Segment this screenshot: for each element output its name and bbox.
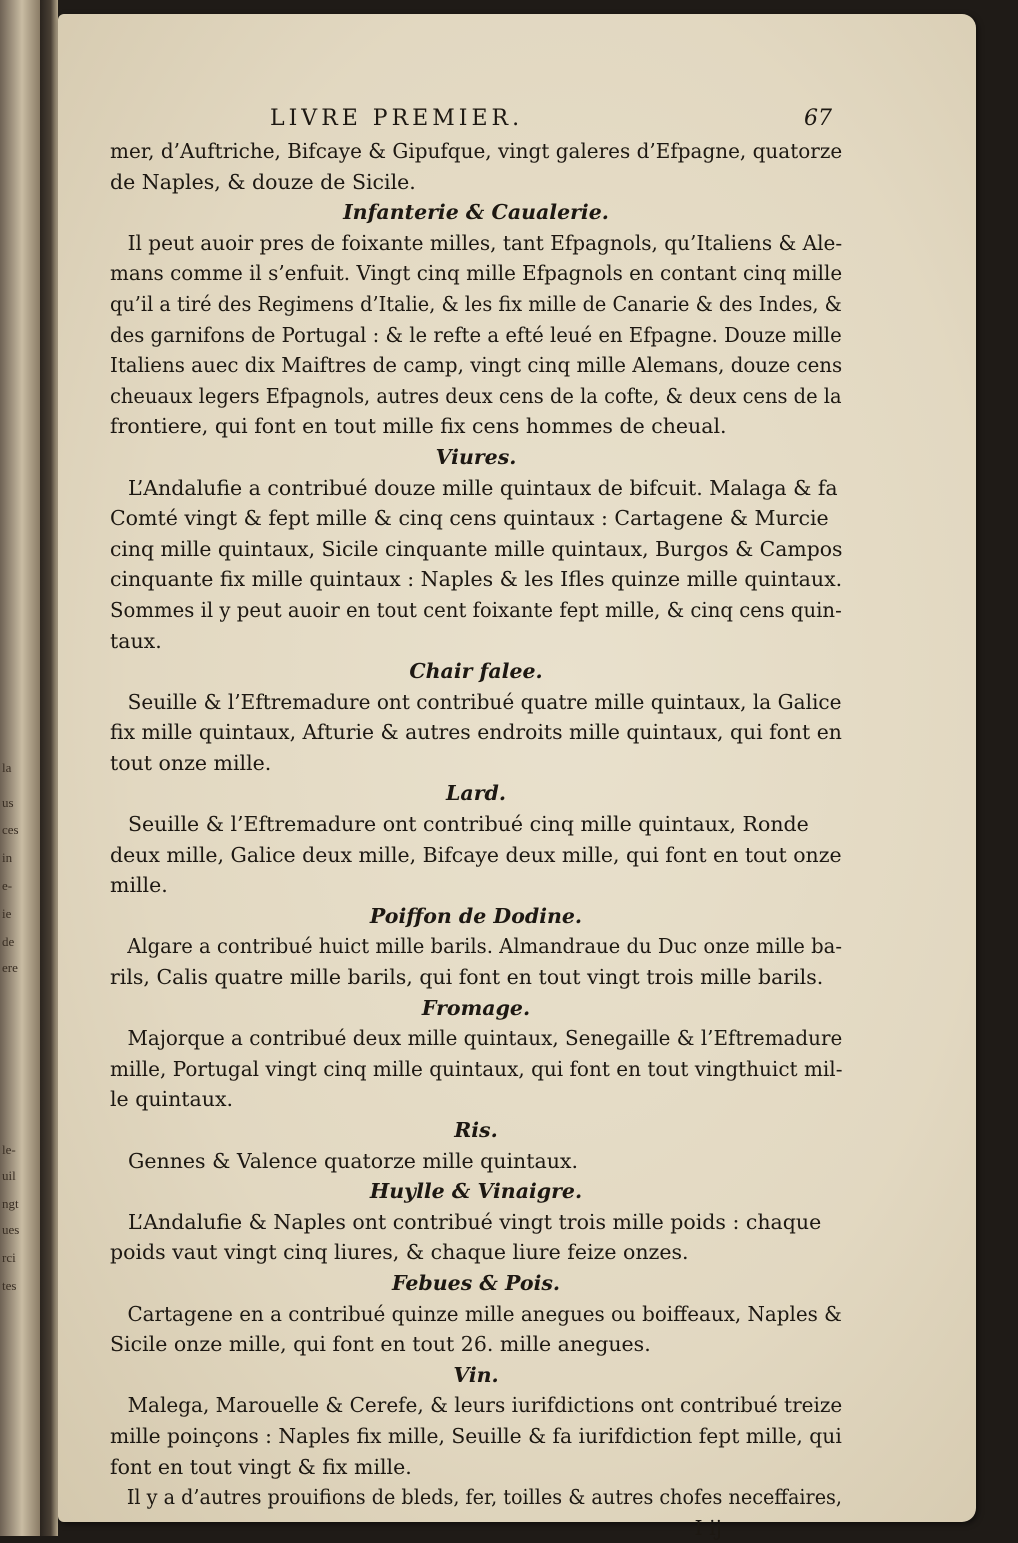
section-heading: Febues & Pois. — [391, 1270, 561, 1295]
section-heading: Infanterie & Caualerie. — [343, 200, 609, 225]
text-line: qu’il a tiré des Regimens d’Italie, & les fix mille de Canarie & des Indes, & — [110, 291, 842, 316]
left-page-fragment: e- — [2, 878, 13, 893]
section-heading: Huylle & Vinaigre. — [369, 1179, 583, 1204]
text-line: Il y a d’autres prouifions de bleds, fer, toilles & autres chofes neceffaires, — [126, 1485, 843, 1510]
left-page-fragment: ie — [2, 906, 12, 921]
text-line: Sicile onze mille, qui font en tout 26. mille anegues. — [110, 1332, 651, 1357]
text-line: mille. — [110, 873, 168, 898]
text-line: mans comme il s’enfuit. Vingt cinq mille Efpagnols en contant cinq mille — [110, 261, 843, 286]
text-line: cinquante fix mille quintaux : Naples & les Ifles quinze mille quintaux. — [110, 567, 843, 592]
left-page-fragment: ces — [2, 822, 19, 837]
section-heading: Ris. — [454, 1118, 498, 1142]
text-line: mille, Portugal vingt cinq mille quintaux, qui font en tout vingthuict mil- — [110, 1056, 843, 1081]
text-line: L’Andalufie & Naples ont contribué vingt trois mille poids : chaque — [128, 1209, 822, 1234]
text-line: Comté vingt & fept mille & cinq cens quintaux : Cartagene & Murcie — [110, 506, 829, 531]
text-line: mer, d’Auftriche, Bifcaye & Gipufque, vingt galeres d’Efpagne, quatorze — [110, 139, 843, 163]
text-line: Cartagene en a contribué quinze mille anegues ou boiffeaux, Naples & — [127, 1301, 842, 1326]
text-line: mille poinçons : Naples fix mille, Seuille & fa iurifdiction fept mille, qui — [110, 1423, 842, 1448]
text-line: Italiens auec dix Maiftres de camp, vingt cinq mille Alemans, douze cens — [110, 353, 843, 378]
text-line: Sommes il y peut auoir en tout cent foixante fept mille, & cinq cens quin- — [110, 597, 842, 622]
left-page-fragment: le- — [2, 1142, 16, 1157]
section-heading: Viures. — [435, 444, 517, 469]
section-heading: Fromage. — [421, 995, 531, 1020]
left-page-fragment: ngt — [2, 1196, 19, 1211]
signature-mark: I ij — [694, 1515, 722, 1540]
text-line: des garnifons de Portugal : & le refte a efté leué en Efpagne. Douze mille — [110, 322, 842, 347]
section-heading: Lard. — [446, 781, 506, 806]
text-line: Algare a contribué huict mille barils. Almandraue du Duc onze mille ba- — [127, 934, 842, 959]
text-line: Gennes & Valence quatorze mille quintaux. — [128, 1148, 578, 1173]
text-line: Il peut auoir pres de foixante milles, tant Efpagnols, qu’Italiens & Ale- — [127, 230, 843, 255]
left-page-fragment: ere — [2, 960, 18, 975]
section-heading: Chair falee. — [409, 659, 543, 684]
text-line: de Naples, & douze de Sicile. — [110, 169, 416, 194]
text-line: Malega, Marouelle & Cerefe, & leurs iurifdictions ont contribué treize — [127, 1393, 843, 1418]
section-heading: Poiffon de Dodine. — [369, 903, 583, 928]
text-line: le quintaux. — [110, 1087, 234, 1112]
section-heading: Vin. — [453, 1362, 499, 1387]
running-title: LIVRE PREMIER. — [270, 106, 524, 131]
text-line: poids vaut vingt cinq liures, & chaque liure feize onzes. — [110, 1240, 689, 1265]
running-head — [110, 104, 842, 134]
text-line: frontiere, qui font en tout mille fix cens hommes de cheual. — [110, 414, 727, 439]
text-line: taux. — [110, 628, 162, 653]
text-line: Seuille & l’Eftremadure ont contribué quatre mille quintaux, la Galice — [127, 689, 842, 714]
text-line: tout onze mille. — [110, 750, 272, 775]
text-line: Seuille & l’Eftremadure ont contribué cinq mille quintaux, Ronde — [128, 812, 809, 837]
text-line: L’Andalufie a contribué douze mille quintaux de bifcuit. Malaga & fa — [128, 475, 838, 500]
text-line: fix mille quintaux, Afturie & autres endroits mille quintaux, qui font en — [110, 720, 842, 745]
left-page-fragment: in — [2, 850, 13, 865]
left-page-fragment: ues — [2, 1222, 20, 1237]
left-page-fragment: uil — [2, 1168, 16, 1183]
left-page-fragment: us — [2, 795, 14, 810]
text-line: deux mille, Galice deux mille, Bifcaye deux mille, qui font en tout onze — [110, 842, 842, 867]
page-number: 67 — [804, 106, 832, 131]
left-page-edge — [0, 0, 40, 1536]
left-page-fragment: rci — [2, 1250, 16, 1265]
left-page-fragment: tes — [2, 1278, 17, 1293]
text-line: cinq mille quintaux, Sicile cinquante mille quintaux, Burgos & Campos — [110, 536, 843, 561]
body-text — [110, 136, 842, 1543]
book-gutter — [40, 0, 58, 1536]
book-page — [58, 14, 976, 1540]
text-line: Majorque a contribué deux mille quintaux, Senegaille & l’Eftremadure — [127, 1026, 843, 1051]
text-line: cheuaux legers Efpagnols, autres deux cens de la cofte, & deux cens de la — [110, 383, 842, 408]
text-line: font en tout vingt & fix mille. — [110, 1454, 412, 1479]
left-page-fragment: la — [2, 760, 12, 775]
text-line: rils, Calis quatre mille barils, qui font en tout vingt trois mille barils. — [110, 965, 824, 990]
left-page-fragment: de — [2, 934, 15, 949]
